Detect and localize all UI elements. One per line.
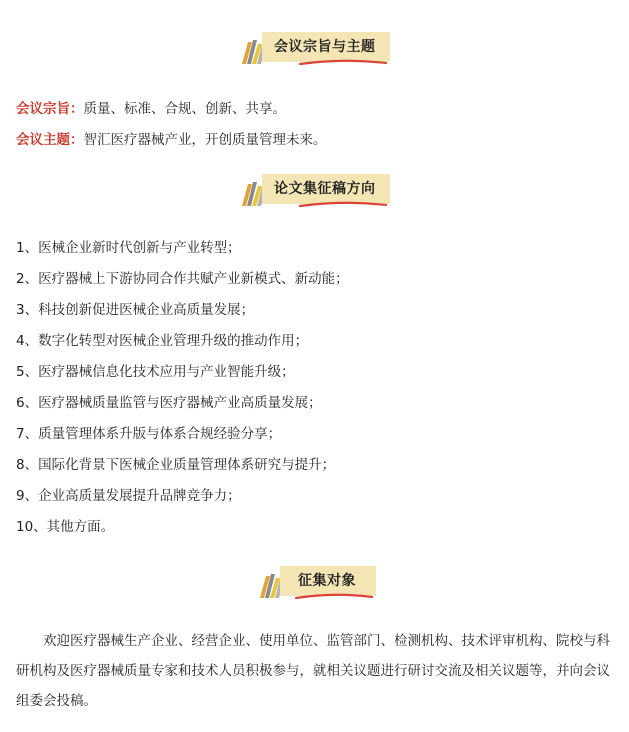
theme-label: 会议主题： xyxy=(16,132,84,148)
section-header-target xyxy=(258,566,376,598)
section-title: 征集对象 xyxy=(298,573,356,589)
aim-label: 会议宗旨： xyxy=(16,101,84,117)
list-item: 9、企业高质量发展提升品牌竞争力； xyxy=(16,488,241,504)
list-item: 10、其他方面。 xyxy=(16,519,115,535)
list-item: 2、医疗器械上下游协同合作共赋产业新模式、新动能； xyxy=(16,271,349,287)
section-header-purpose xyxy=(240,32,390,64)
conference-aim xyxy=(16,97,286,117)
list-item: 3、科技创新促进医械企业高质量发展； xyxy=(16,302,255,318)
underline-swoosh xyxy=(298,57,388,67)
section-title: 论文集征稿方向 xyxy=(274,181,376,197)
underline-swoosh xyxy=(298,199,388,209)
list-item: 4、数字化转型对医械企业管理升级的推动作用； xyxy=(16,333,309,349)
theme-text: 智汇医疗器械产业，开创质量管理未来。 xyxy=(83,132,327,148)
topic-list xyxy=(16,233,349,543)
list-item: 7、质量管理体系升版与体系合规经验分享； xyxy=(16,426,282,442)
list-item: 8、国际化背景下医械企业质量管理体系研究与提升； xyxy=(16,457,336,473)
list-item: 5、医疗器械信息化技术应用与产业智能升级； xyxy=(16,364,295,380)
section-title: 会议宗旨与主题 xyxy=(274,39,376,55)
underline-swoosh xyxy=(294,591,374,601)
target-paragraph: 欢迎医疗器械生产企业、经营企业、使用单位、监管部门、检测机构、技术评审机构、院校与科研机构及医疗器械质量专家和技术人员积极参与，就相关议题进行研讨交流及相关议题等，并向会议组委会投稿。 xyxy=(16,633,610,709)
list-item: 1、医械企业新时代创新与产业转型； xyxy=(16,240,241,256)
section-header-topics xyxy=(240,174,390,206)
list-item: 6、医疗器械质量监管与医疗器械产业高质量发展； xyxy=(16,395,322,411)
conference-theme xyxy=(16,128,327,148)
aim-text: 质量、标准、合规、创新、共享。 xyxy=(83,101,286,117)
